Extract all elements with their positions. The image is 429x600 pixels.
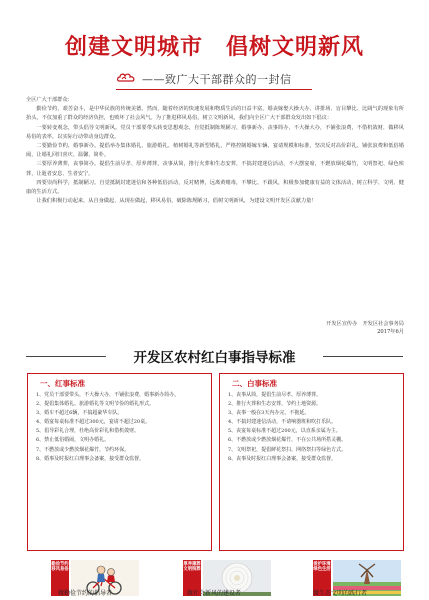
list-item: 7、文明祭祀，提倡鲜花祭扫、网络祭扫等绿色方式。 — [228, 446, 347, 453]
list-item: 5、倡导彩礼合理，杜绝高价彩礼和借机敛财。 — [36, 428, 140, 435]
list-item: 3、婚车不超过6辆，不搞超豪华车队。 — [36, 410, 123, 417]
standards-title: 开发区农村红白事指导标准 — [133, 350, 296, 366]
letter-paragraph: 勤俭节约，艰苦奋斗，是中华民族的传统美德。然而，随着经济的快速发展和物质生活的日益丰富，婚丧嫁娶大操大办、讲排场、盲目攀比、比阔气的现象有所抬头，不仅加重了群众的经济负担，也败坏了社会风气。为了推进移风易俗，树立文明新风，我们向全区广大干部群众发出如下倡议： — [26, 106, 404, 122]
list-item: 1、党员干部要带头，不大操大办，不铺张浪费，婚事新办简办。 — [36, 392, 180, 398]
caption-ecology: 做生态文明的践行者 — [313, 590, 368, 597]
wedding-standards-box — [27, 373, 212, 551]
list-item: 5、丧宴每桌标准不超过200元，以直系亲属为主。 — [228, 428, 341, 435]
letter-paragraph: 四要崇尚科学，抵制陋习。自觉抵制封建迷信和各种低俗活动，反对赌博，远离黄赌毒，不攀比、不跟风，积极参加健康有益的文体活动，树立科学、文明、健康的生活方式。 — [26, 179, 404, 196]
subtitle-underline — [116, 89, 312, 90]
list-item: 2、推行火葬和生态安葬，节约土地资源。 — [228, 401, 322, 408]
slogan-tag: 厚养薄葬 文明殡葬 — [183, 560, 201, 596]
letter-paragraph: 二要勤俭节约，婚事新办。提倡举办集体婚礼、旅游婚礼、植树婚礼等新型婚礼，严格控制婚嫁车辆、宴请规模和标准，坚决反对高价彩礼、铺张浪费和低俗婚闹，让婚礼回归喜庆、温馨、简朴。 — [26, 143, 404, 159]
subtitle-row — [0, 70, 429, 88]
wedding-standards-heading: 一、红事标准 — [40, 379, 85, 388]
funeral-standards-box — [219, 373, 404, 551]
slogan-tag: 勤俭节约 移风易俗 — [51, 560, 69, 596]
list-item: 2、提倡集体婚礼、旅游婚礼等文明节俭的婚礼形式。 — [36, 401, 155, 408]
list-item: 8、丧事及时报红白理事会备案，接受群众监督。 — [228, 455, 337, 462]
subtitle: ——致广大干部群众的一封信 — [142, 73, 292, 86]
main-title: 创建文明城市 倡树文明新风 — [64, 34, 364, 60]
signature-issuer: 开发区宣传办 开发区社会事务局 — [326, 321, 404, 327]
cloud-ornament-icon — [116, 71, 138, 85]
list-item: 1、丧事从简，提倡生前尽孝、厚养薄葬。 — [228, 392, 322, 398]
signature-date: 2017年6月 — [377, 329, 404, 335]
letter-body — [26, 96, 404, 206]
list-item: 3、丧事一般在3天内办完，不拖延。 — [228, 410, 310, 417]
funeral-standards-list — [228, 391, 395, 464]
letter-salutation: 全区广大干部群众： — [26, 97, 73, 103]
letter-paragraph: 让我们积极行动起来，从自身做起、从现在做起，移风易俗，破除陈规陋习，倡树文明新风，为建设文明开发区贡献力量！ — [36, 198, 317, 205]
caption-thrift: 做勤俭节约的倡导者 — [58, 590, 113, 597]
slogan-tag: 爱护环境 绿色生活 — [313, 560, 331, 596]
list-item: 6、不燃放或少燃放烟花爆竹，不在公共场所搭灵棚。 — [228, 437, 347, 444]
list-item: 4、不搞封建迷信活动，不请响器班和吹打乐队。 — [228, 419, 337, 426]
list-item: 8、婚事及时报红白理事会备案，接受群众监督。 — [36, 455, 145, 462]
title-rule-right — [323, 356, 403, 357]
letter-signature — [26, 320, 404, 336]
funeral-standards-heading: 二、白事标准 — [232, 379, 277, 388]
list-item: 7、不燃放或少燃放烟花爆竹，节约环保。 — [36, 446, 130, 453]
letter-paragraph: 一要转变观念，带头倡导文明新风。党员干部要带头转变思想观念，自觉抵制陈规陋习，婚事新办、丧事简办，不大操大办，不铺张浪费，不借机敛财，做移风易俗的表率，以实际行动带动身边群众。 — [26, 124, 404, 140]
list-item: 6、禁止低俗婚闹，文明办婚礼。 — [36, 437, 110, 444]
letter-paragraph: 三要厚养薄葬，丧事简办。提倡生前尽孝、厚养薄葬，丧事从简，推行火葬和生态安葬，不搞封建迷信活动，不大摆宴席，不燃放烟花爆竹，文明祭祀、绿色殡葬，让逝者安息、生者安宁。 — [26, 161, 404, 177]
caption-new-customs: 做社会新风的建设者 — [187, 590, 242, 597]
list-item: 4、婚宴每桌标准不超过300元，宴请不超过20桌。 — [36, 419, 151, 426]
wedding-standards-list — [36, 391, 203, 464]
